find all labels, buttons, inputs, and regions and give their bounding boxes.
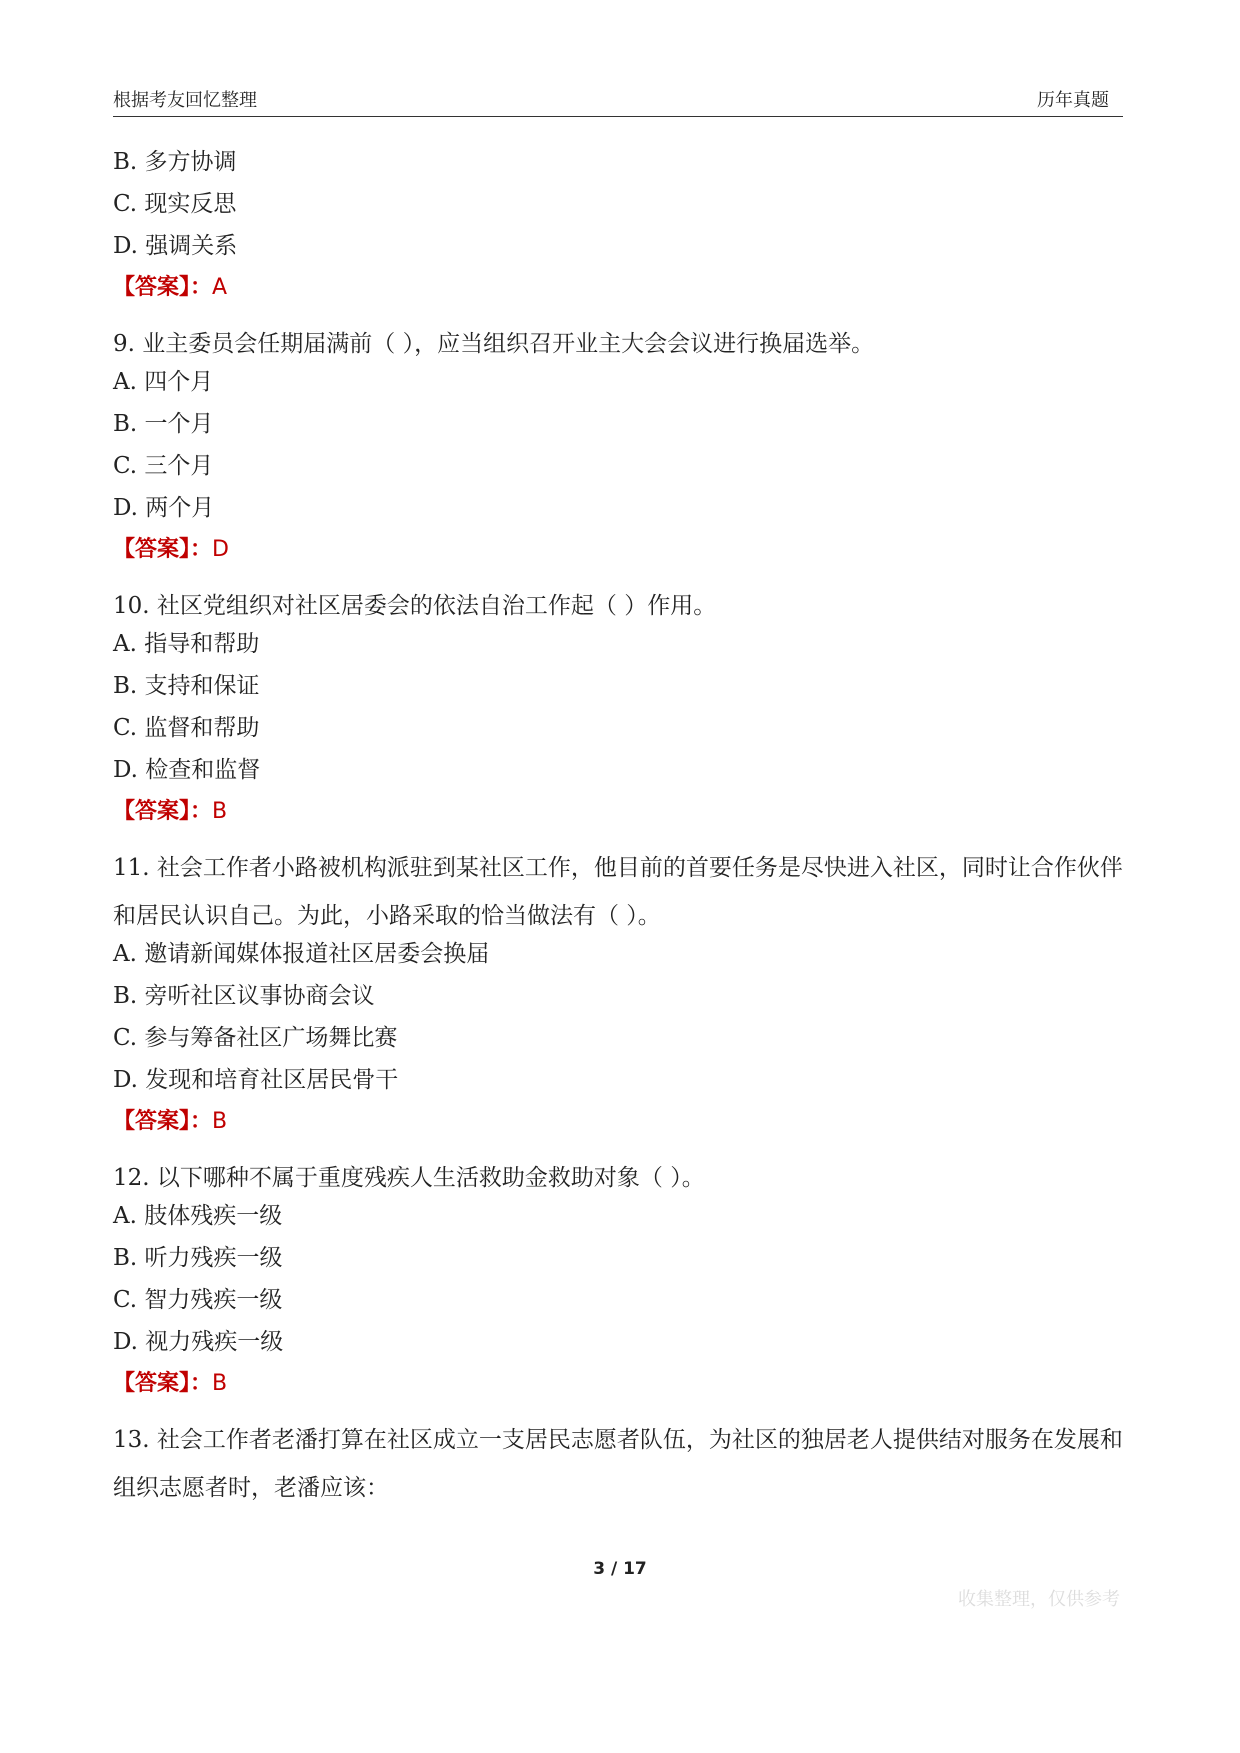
option: C. 三个月 bbox=[113, 453, 214, 479]
answer-line bbox=[113, 1370, 1123, 1398]
answer-value: B bbox=[212, 799, 228, 824]
page-header bbox=[113, 84, 1123, 117]
question-stem: 12. 以下哪种不属于重度残疾人生活救助金救助对象（ ）。 bbox=[113, 1165, 705, 1191]
header-title: 历年真题 bbox=[1037, 90, 1109, 111]
option: D. 检查和监督 bbox=[113, 757, 261, 783]
option: D. 发现和培育社区居民骨干 bbox=[113, 1067, 399, 1093]
option: A. 邀请新闻媒体报道社区居委会换届 bbox=[113, 941, 490, 967]
question-stem: 11. 社会工作者小路被机构派驻到某社区工作，他目前的首要任务是尽快进入社区，同时让合作伙伴和居民认识自己。为此，小路采取的恰当做法有（ ）。 bbox=[113, 855, 1123, 929]
answer-line bbox=[113, 798, 1123, 826]
option: B. 多方协调 bbox=[113, 149, 237, 175]
answer-line bbox=[113, 1108, 1123, 1136]
option: D. 两个月 bbox=[113, 495, 215, 521]
option: C. 现实反思 bbox=[113, 191, 237, 217]
option: B. 听力残疾一级 bbox=[113, 1245, 283, 1271]
answer-value: B bbox=[212, 1371, 228, 1396]
option: D. 强调关系 bbox=[113, 233, 238, 259]
option: C. 监督和帮助 bbox=[113, 715, 260, 741]
answer-label: 【答案】： bbox=[113, 799, 213, 824]
option: C. 参与筹备社区广场舞比赛 bbox=[113, 1025, 398, 1051]
question-stem: 9. 业主委员会任期届满前（ ），应当组织召开业主大会会议进行换届选举。 bbox=[113, 331, 875, 357]
question-9 bbox=[113, 320, 1123, 564]
question-11 bbox=[113, 844, 1123, 1136]
header-source: 根据考友回忆整理 bbox=[113, 90, 257, 111]
option: A. 四个月 bbox=[113, 369, 214, 395]
page-number: 3 / 17 bbox=[593, 1559, 647, 1579]
answer-label: 【答案】： bbox=[113, 537, 213, 562]
option: B. 一个月 bbox=[113, 411, 214, 437]
option: A. 指导和帮助 bbox=[113, 631, 260, 657]
answer-label: 【答案】： bbox=[113, 1371, 213, 1396]
answer-line bbox=[113, 274, 1123, 302]
question-13 bbox=[113, 1416, 1123, 1512]
question-stem: 10. 社区党组织对社区居委会的依法自治工作起（ ）作用。 bbox=[113, 593, 717, 619]
question-stem: 13. 社会工作者老潘打算在社区成立一支居民志愿者队伍，为社区的独居老人提供结对服务在发展和组织志愿者时，老潘应该： bbox=[113, 1427, 1123, 1501]
answer-label: 【答案】： bbox=[113, 275, 213, 300]
watermark: 收集整理，仅供参考 bbox=[958, 1589, 1120, 1610]
option: C. 智力残疾一级 bbox=[113, 1287, 283, 1313]
option: B. 旁听社区议事协商会议 bbox=[113, 983, 375, 1009]
option: A. 肢体残疾一级 bbox=[113, 1203, 283, 1229]
answer-label: 【答案】： bbox=[113, 1109, 213, 1134]
previous-question-tail bbox=[113, 148, 1123, 302]
question-10 bbox=[113, 582, 1123, 826]
question-12 bbox=[113, 1154, 1123, 1398]
answer-value: B bbox=[212, 1109, 228, 1134]
answer-value: A bbox=[212, 275, 228, 300]
page-content bbox=[113, 148, 1123, 1512]
option: D. 视力残疾一级 bbox=[113, 1329, 284, 1355]
answer-value: D bbox=[212, 537, 229, 562]
answer-line bbox=[113, 536, 1123, 564]
option: B. 支持和保证 bbox=[113, 673, 260, 699]
